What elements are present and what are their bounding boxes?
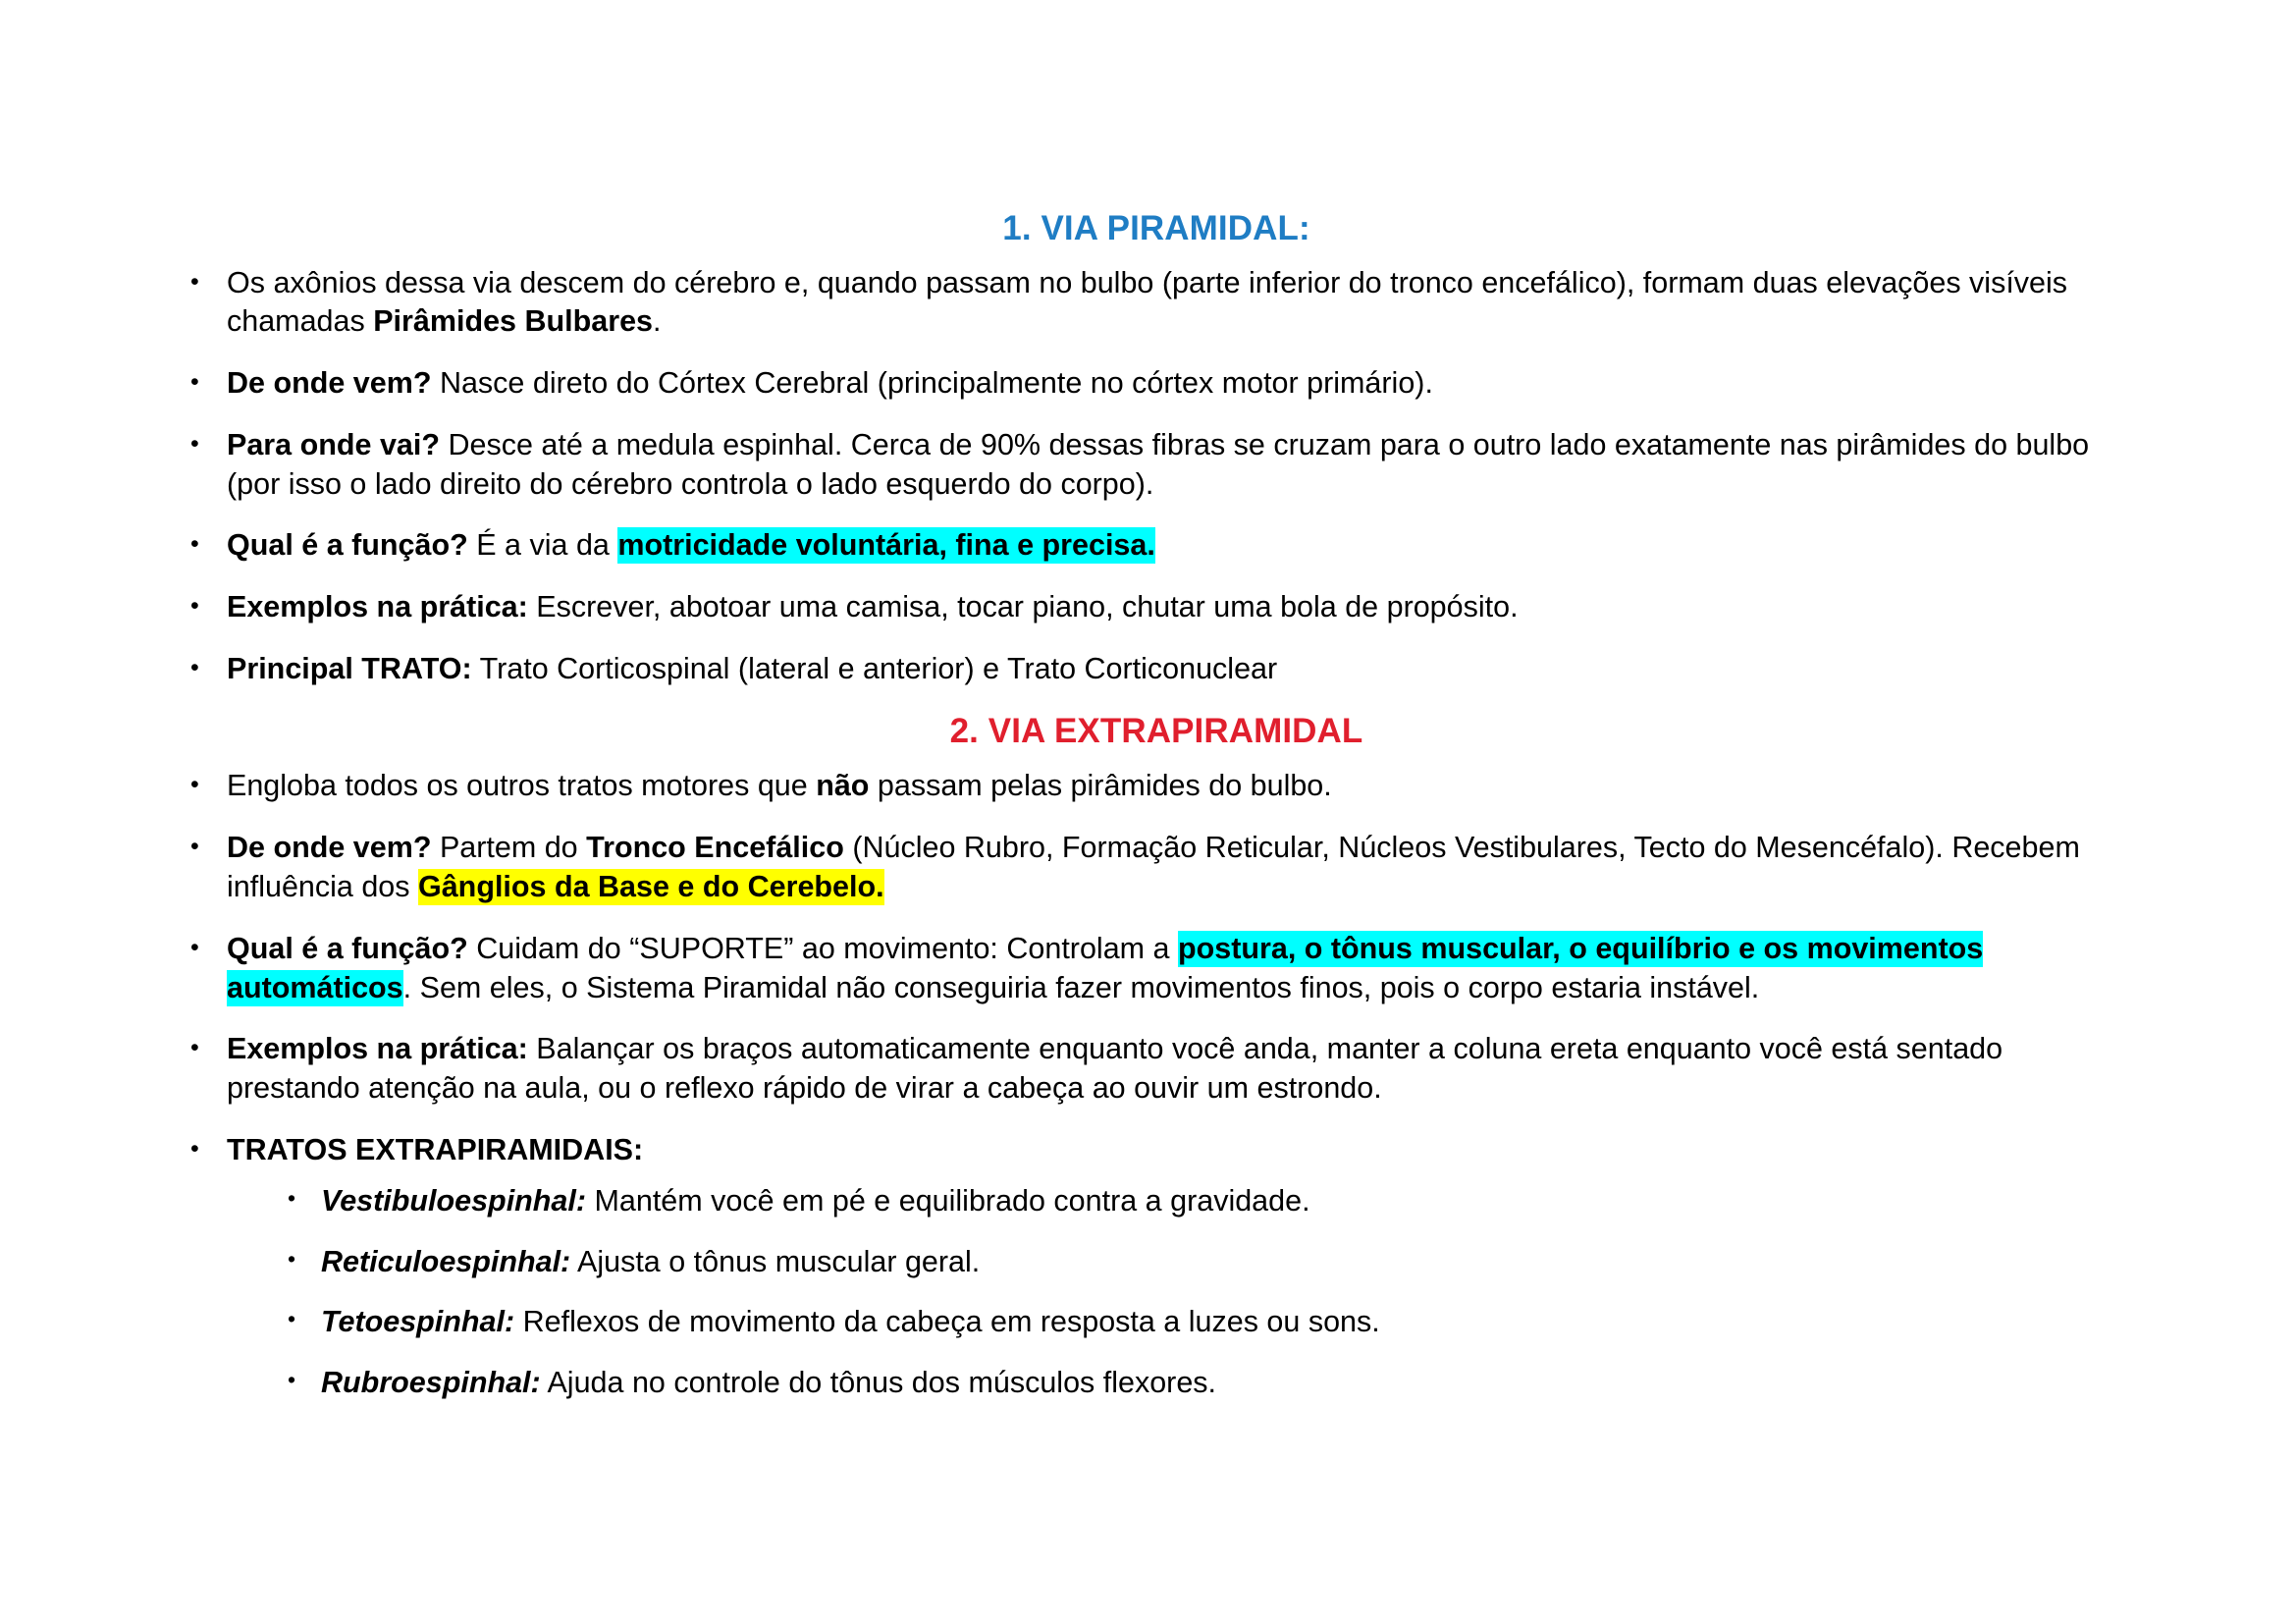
bullet-lead-label: Exemplos na prática: [227,1032,528,1066]
bullet-bold-term: Tronco Encefálico [586,831,844,865]
list-item [180,829,2133,907]
section-2-heading-wrap [180,709,2133,754]
bullet-lead-label: Exemplos na prática: [227,590,528,624]
bullet-text-part: Escrever, abotoar uma camisa, tocar piano, chutar uma bola de propósito. [527,590,1519,624]
bullet-text-part: Os axônios dessa via descem do cérebro e, quando passam no bulbo (parte inferior do tronco encefálico), formam duas elevações visíveis chamadas [227,265,2068,339]
bullet-text-part: É a via da [467,528,618,563]
bullet-bold-term: não [816,769,870,803]
section-1-heading: 1. VIA PIRAMIDAL: [1002,209,1310,247]
bullet-text-part: Nasce direto do Córtex Cerebral (principalmente no córtex motor primário). [431,366,1433,401]
sub-bullet-text: Reflexos de movimento da cabeça em resposta a luzes ou sons. [514,1305,1380,1339]
list-item [180,364,2133,404]
bullet-text-part: Cuidam do “SUPORTE” ao movimento: Controlam a [467,931,1178,965]
sub-bullet-text: Ajuda no controle do tônus dos músculos flexores. [540,1366,1217,1400]
list-item [180,526,2133,566]
list-item [227,1303,2133,1342]
document-body [180,206,2133,1426]
bullet-text-part: Balançar os braços automaticamente enquanto você anda, manter a coluna ereta enquanto você está sentado prestando atenção na aula, ou o reflexo rápido de virar a cabeça ao ouvir um estrondo. [227,1032,2003,1106]
bullet-lead-label: Para onde vai? [227,427,440,461]
sub-bullet-term: Tetoespinhal: [321,1305,515,1339]
bullet-lead-label: Qual é a função? [227,528,468,563]
yellow-highlight-text: Gânglios da Base e do Cerebelo. [418,869,884,903]
list-item [227,1243,2133,1282]
list-item [180,264,2133,343]
bullet-text-part: . Sem eles, o Sistema Piramidal não conseguiria fazer movimentos finos, pois o corpo estaria instável. [402,970,1760,1004]
sub-bullet-term: Rubroespinhal: [321,1366,541,1400]
sub-bullet-term: Vestibuloespinhal: [321,1183,587,1218]
list-item [180,588,2133,627]
tratos-sublist [227,1182,2133,1403]
bullet-lead-label: TRATOS EXTRAPIRAMIDAIS: [227,1132,644,1166]
bullet-text-part: Engloba todos os outros tratos motores que [227,769,817,803]
list-item [180,767,2133,806]
cyan-highlight-text: postura, o tônus muscular, o equilíbrio e os movimentos automáticos [227,931,1984,1004]
bullet-text-part: passam pelas pirâmides do bulbo. [869,769,1332,803]
list-item [227,1182,2133,1221]
bullet-text-part: Desce até a medula espinhal. Cerca de 90% dessas fibras se cruzam para o outro lado exatamente nas pirâmides do bulbo (por isso o lado direito do cérebro controla o lado esquerdo do corpo). [227,427,2090,501]
bullet-text-part: . [653,304,662,339]
bullet-lead-label: Principal TRATO: [227,652,472,686]
bullet-lead-label: De onde vem? [227,831,432,865]
bullet-bold-term: Pirâmides Bulbares [373,304,653,339]
cyan-highlight-text: motricidade voluntária, fina e precisa. [617,528,1155,563]
section-2-heading: 2. VIA EXTRAPIRAMIDAL [949,711,1363,750]
list-item [180,1030,2133,1109]
sub-bullet-text: Ajusta o tônus muscular geral. [570,1244,981,1278]
list-item [180,650,2133,689]
bullet-text-part: Trato Corticospinal (lateral e anterior) e Trato Corticonuclear [471,652,1278,686]
section-2-bullet-list [180,767,2133,1403]
bullet-text-part: Partem do [431,831,587,865]
list-item [227,1364,2133,1403]
list-item [180,930,2133,1008]
bullet-lead-label: Qual é a função? [227,931,468,965]
list-item [180,426,2133,505]
sub-bullet-text: Mantém você em pé e equilibrado contra a gravidade. [586,1183,1310,1218]
list-item-tratos [180,1131,2133,1403]
section-1-heading-wrap [180,206,2133,251]
sub-bullet-term: Reticuloespinhal: [321,1244,571,1278]
bullet-text-part: (Núcleo Rubro, Formação Reticular, Núcleos Vestibulares, Tecto do Mesencéfalo). Recebem influência dos [227,831,2080,903]
section-1-bullet-list [180,264,2133,689]
bullet-lead-label: De onde vem? [227,366,432,401]
